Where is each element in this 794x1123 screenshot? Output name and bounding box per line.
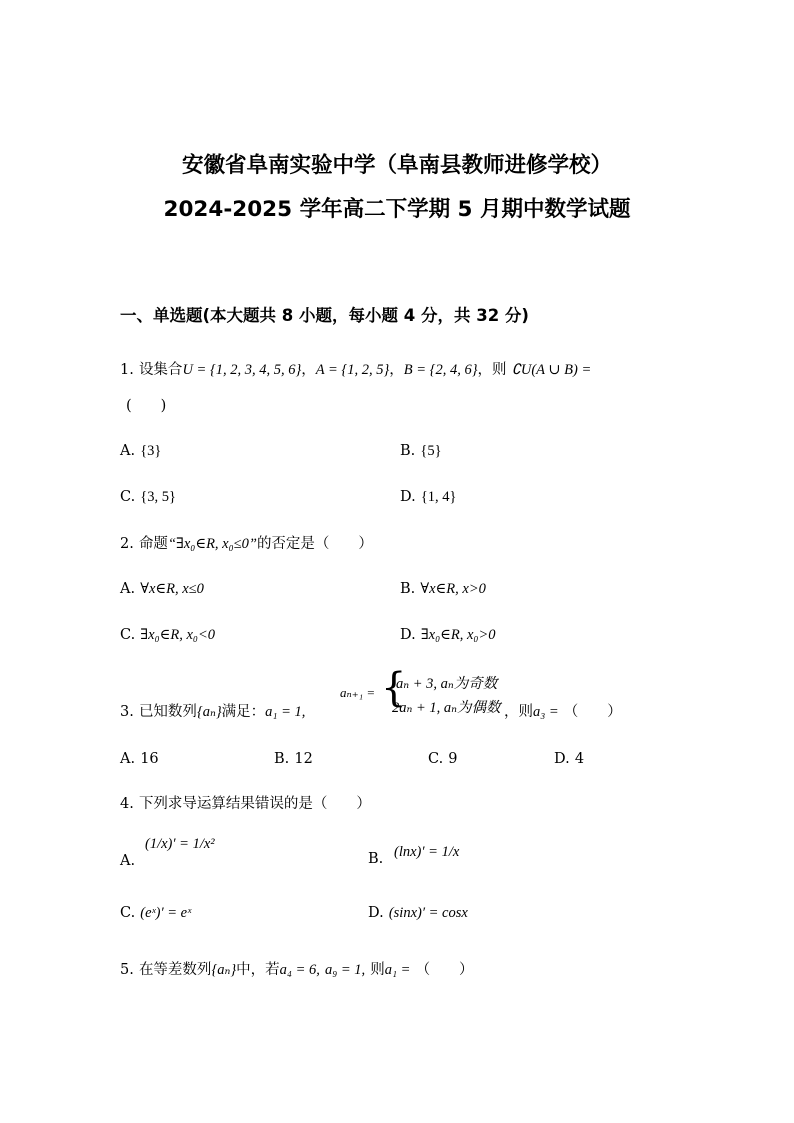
recurrence-case-1: aₙ + 3, aₙ为奇数 xyxy=(396,676,498,692)
math-expr: U = {1, 2, 3, 4, 5, 6} xyxy=(182,362,302,378)
answer-paren: （ ） xyxy=(563,704,622,720)
option-a[interactable] xyxy=(120,578,204,598)
question-text: ，则 xyxy=(504,704,533,720)
option-label: C. xyxy=(428,751,444,767)
option-label: D. xyxy=(368,905,384,921)
option-label: B. xyxy=(368,851,384,867)
option-d[interactable] xyxy=(400,624,496,644)
option-label: B. xyxy=(274,751,290,767)
option-label: A. xyxy=(120,443,136,459)
left-brace-icon: { xyxy=(381,665,407,711)
option-label: B. xyxy=(400,581,416,597)
question-3 xyxy=(120,700,305,721)
option-d[interactable] xyxy=(400,486,456,506)
question-number: 4. xyxy=(120,796,134,812)
option-value: {3, 5} xyxy=(140,489,176,505)
option-c[interactable] xyxy=(120,486,176,506)
answer-paren: ( ) xyxy=(126,398,167,414)
answer-paren: （ ） xyxy=(415,962,474,978)
option-label: D. xyxy=(400,489,416,505)
math-expr: a₁ = xyxy=(384,962,411,978)
option-value: 12 xyxy=(294,751,313,767)
option-label: A. xyxy=(120,581,136,597)
math-expr: a₁ = 1, xyxy=(265,704,306,720)
option-label: C. xyxy=(120,627,136,643)
question-4 xyxy=(120,792,371,813)
option-d[interactable] xyxy=(368,902,468,922)
option-value: (eˣ)′ = eˣ xyxy=(140,905,192,921)
question-text: 则 xyxy=(370,962,385,978)
option-label: A. xyxy=(120,751,136,767)
option-a[interactable] xyxy=(120,748,159,767)
math-expr: “∃x₀∈R, x₀≤0” xyxy=(167,536,257,552)
math-expr: A = {1, 2, 5} xyxy=(315,362,390,378)
question-text: 则 xyxy=(492,362,507,378)
question-text: 的否定是（ ） xyxy=(256,536,373,552)
option-a[interactable] xyxy=(120,440,161,460)
question-number: 5. xyxy=(120,962,134,978)
option-label: D. xyxy=(554,751,570,767)
option-label: C. xyxy=(120,489,136,505)
option-label: A. xyxy=(120,853,136,869)
document-title-line1: 安徽省阜南实验中学（阜南县教师进修学校） xyxy=(181,153,612,178)
math-expr: ∁U(A ∪ B) = xyxy=(511,362,592,378)
question-stem: 命题 xyxy=(138,536,168,552)
question-stem: 在等差数列 xyxy=(138,962,212,978)
question-2 xyxy=(120,532,373,553)
option-value: ∀x∈R, x≤0 xyxy=(140,581,204,597)
option-value: {5} xyxy=(420,443,442,459)
option-d[interactable] xyxy=(554,748,584,767)
option-a-formula: (1/x)′ = 1/x² xyxy=(145,836,215,852)
question-text: 满足： xyxy=(221,704,266,720)
math-expr: a₃ = xyxy=(533,704,559,720)
option-b[interactable] xyxy=(400,440,442,460)
math-expr: B = {2, 4, 6} xyxy=(403,362,478,378)
question-text: 中，若 xyxy=(236,962,280,978)
option-value: ∀x∈R, x>0 xyxy=(420,581,486,597)
option-a[interactable] xyxy=(120,850,135,869)
question-number: 3. xyxy=(120,704,134,720)
option-b[interactable] xyxy=(400,578,486,598)
option-label: B. xyxy=(400,443,416,459)
question-number: 2. xyxy=(120,536,134,552)
option-value: 9 xyxy=(448,751,458,767)
question-number: 1. xyxy=(120,362,134,378)
math-expr: a₉ = 1, xyxy=(324,962,366,978)
question-stem: 已知数列 xyxy=(138,704,197,720)
option-value: 4 xyxy=(574,751,585,767)
question-1: 1. 设集合U = {1, 2, 3, 4, 5, 6}，A = {1, 2, 5}，B = {2, 4, 6}，则 ∁U(A ∪ B) = xyxy=(120,362,592,378)
math-expr: {aₙ} xyxy=(211,962,237,978)
question-3-tail xyxy=(504,700,622,721)
option-label: C. xyxy=(120,905,136,921)
section-heading: 一、单选题(本大题共 8 小题，每小题 4 分，共 32 分) xyxy=(120,306,529,325)
document-title-line2: 2024-2025 学年高二下学期 5 月期中数学试题 xyxy=(163,197,631,222)
question-stem: 下列求导运算结果错误的是（ ） xyxy=(138,796,371,812)
option-value: ∃x₀∈R, x₀<0 xyxy=(140,627,215,643)
math-expr: a₄ = 6, xyxy=(279,962,320,978)
option-c[interactable] xyxy=(120,624,215,644)
option-value: ∃x₀∈R, x₀>0 xyxy=(420,627,496,643)
option-b-formula: (lnx)′ = 1/x xyxy=(394,844,460,860)
recurrence-lhs: aₙ₊₁ = xyxy=(340,685,376,700)
option-value: (sinx)′ = cosx xyxy=(388,905,468,921)
option-value: {1, 4} xyxy=(420,489,457,505)
option-c[interactable] xyxy=(120,902,191,922)
question-stem: 设集合 xyxy=(138,362,183,378)
option-c[interactable] xyxy=(428,748,458,767)
option-b[interactable] xyxy=(274,748,313,767)
option-b[interactable] xyxy=(368,848,383,867)
option-label: D. xyxy=(400,627,416,643)
option-value: {3} xyxy=(140,443,162,459)
math-expr: {aₙ} xyxy=(196,704,222,720)
recurrence-case-2: 2aₙ + 1, aₙ为偶数 xyxy=(392,700,501,716)
option-value: 16 xyxy=(140,751,159,767)
question-5 xyxy=(120,958,474,979)
